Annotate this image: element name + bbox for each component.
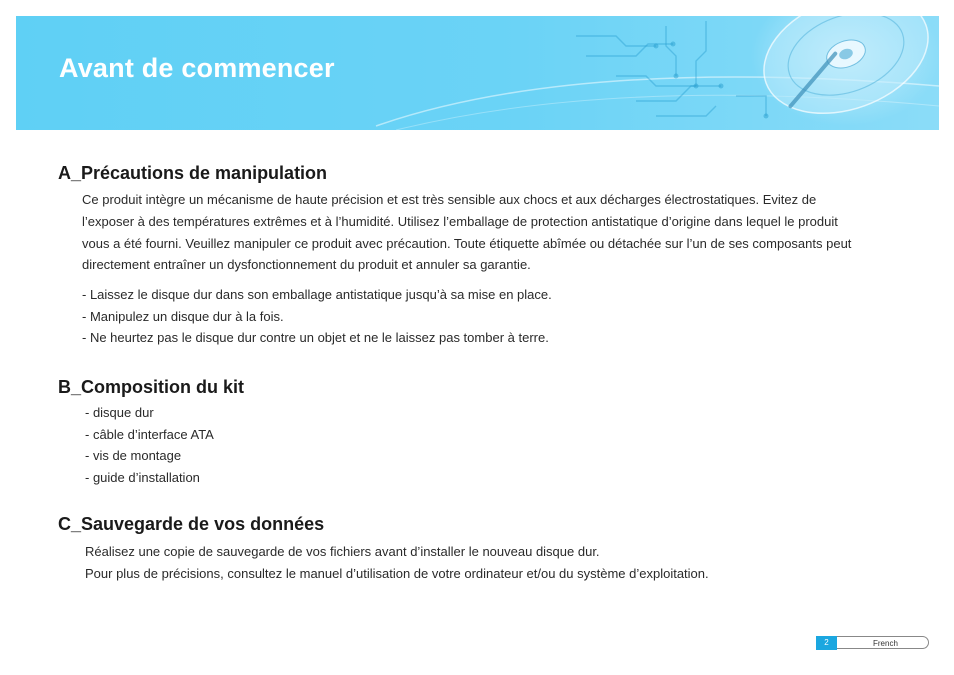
section-a-paragraph bbox=[82, 189, 922, 276]
paragraph-line: directement entraîner un dysfonctionnement du produit et annuler sa garantie. bbox=[82, 257, 531, 273]
list-item: - vis de montage bbox=[85, 448, 182, 463]
language-label: French bbox=[837, 636, 929, 649]
page-number: 2 bbox=[816, 636, 837, 650]
list-item: - guide d’installation bbox=[85, 469, 200, 485]
list-item: - câble d’interface ATA bbox=[85, 426, 214, 442]
section-a-title: A_Précautions de manipulation bbox=[58, 163, 328, 183]
section-a-list bbox=[82, 284, 552, 349]
paragraph-line: Ce produit intègre un mécanisme de haute précision et est très sensible aux chocs et aux décharges électrostatiques. Evitez de bbox=[82, 192, 817, 207]
section-b-title: B_Composition du kit bbox=[58, 377, 244, 397]
section-c-text bbox=[85, 541, 925, 585]
page-title: Avant de commencer bbox=[59, 53, 335, 83]
section-b-list bbox=[85, 402, 214, 488]
list-item: - Laissez le disque dur dans son emballage antistatique jusqu’à sa mise en place. bbox=[82, 287, 552, 302]
list-item: - disque dur bbox=[85, 405, 154, 420]
paragraph-line: vous a été fourni. Veuillez manipuler ce produit avec précaution. Toute étiquette abîmée ou détachée sur l’un de ses composants peut bbox=[82, 235, 852, 251]
text-line: Pour plus de précisions, consultez le manuel d’utilisation de votre ordinateur et/ou du système d’exploitation. bbox=[85, 565, 709, 581]
section-c-title: C_Sauvegarde de vos données bbox=[58, 514, 325, 534]
list-item: - Manipulez un disque dur à la fois. bbox=[82, 308, 284, 324]
list-item: - Ne heurtez pas le disque dur contre un objet et ne le laissez pas tomber à terre. bbox=[82, 330, 549, 345]
text-line: Réalisez une copie de sauvegarde de vos fichiers avant d’installer le nouveau disque dur. bbox=[85, 544, 600, 559]
header-banner bbox=[16, 16, 939, 130]
paragraph-line: l’exposer à des températures extrêmes et à l’humidité. Utilisez l’emballage de protection antistatique d’origine dans lequel le produit bbox=[82, 213, 838, 229]
